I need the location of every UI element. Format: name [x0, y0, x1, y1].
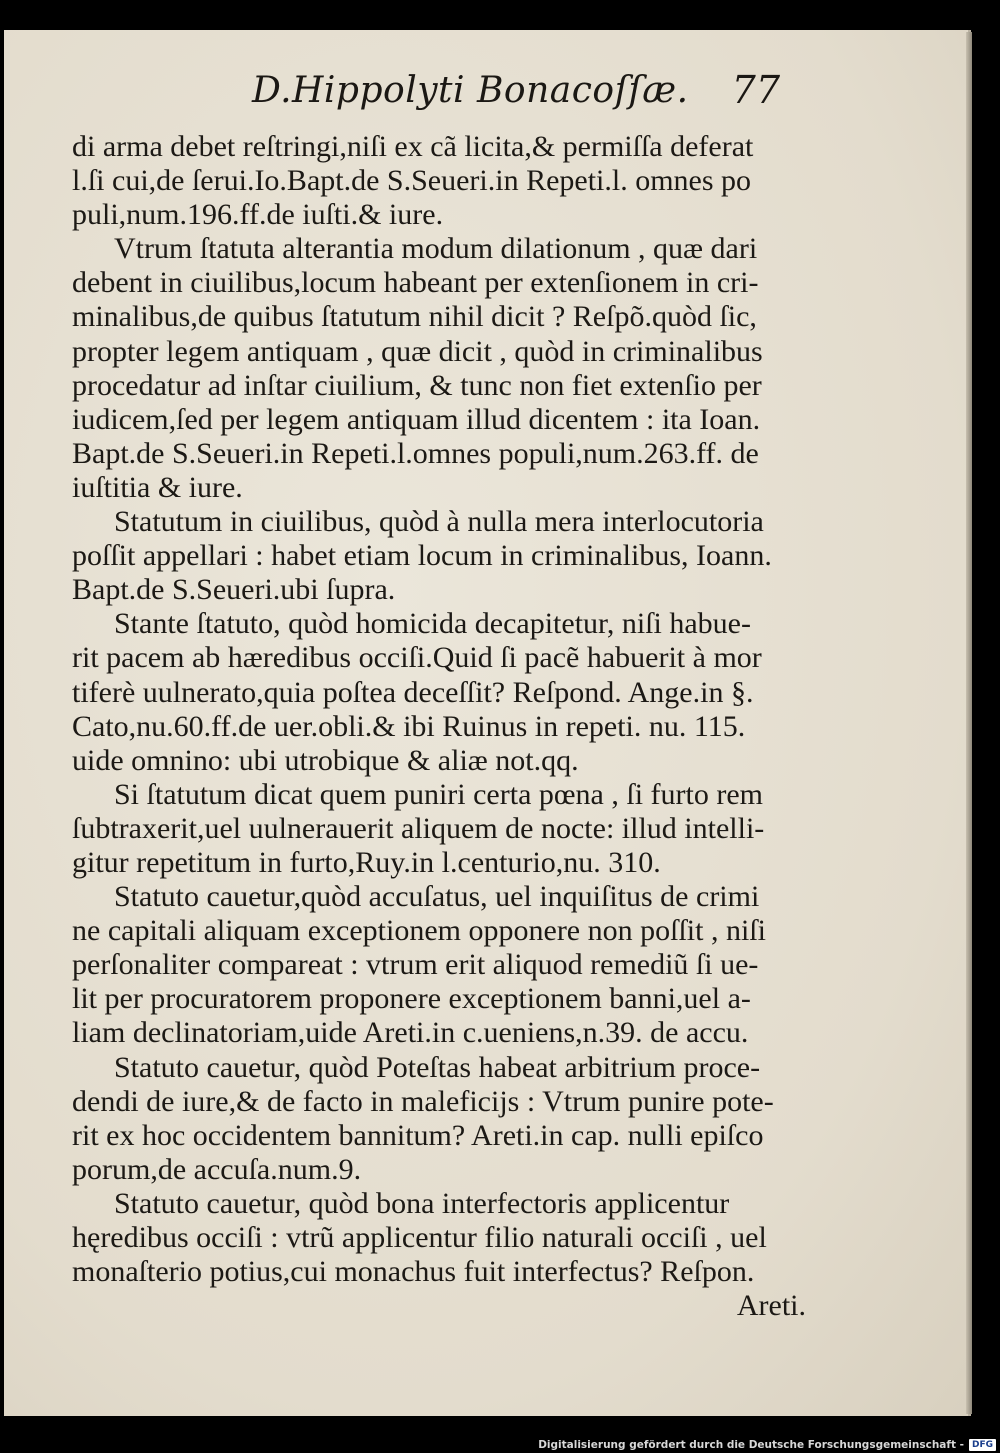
text-line: l.ſi cui,de ſerui.Io.Bapt.de S.Seueri.in Repeti.l. omnes po: [72, 164, 752, 198]
text-line: Si ſtatutum dicat quem puniri certa pœna , ſi furto rem: [114, 777, 763, 811]
text-line: Bapt.de S.Seueri.in Repeti.l.omnes populi,num.263.ff. de: [72, 436, 759, 470]
text-line: iuſtitia & iure.: [72, 470, 243, 504]
text-line: debent in ciuilibus,locum habeant per extenſionem in cri-: [72, 266, 759, 300]
text-line: Cato,nu.60.ff.de uer.obli.& ibi Ruinus in repeti. nu. 115.: [72, 709, 746, 743]
running-head: [252, 70, 792, 122]
page-number: 77: [731, 68, 780, 112]
text-line: uide omnino: ubi utrobique & aliæ not.qq.: [72, 743, 579, 777]
text-line: propter legem antiquam , quæ dicit , quòd in criminalibus: [72, 334, 763, 368]
text-line: hęredibus occiſi : vtrũ applicentur filio naturali occiſi , uel: [72, 1221, 767, 1254]
text-line: dendi de iure,& de facto in maleficijs : Vtrum punire pote-: [72, 1084, 774, 1118]
text-line: liam declinatoriam,uide Areti.in c.ueniens,n.39. de accu.: [72, 1016, 749, 1050]
text-line: rit ex hoc occidentem bannitum? Areti.in cap. nulli epiſco: [72, 1118, 764, 1152]
text-line: Statuto cauetur,quòd accuſatus, uel inquiſitus de crimi: [114, 880, 760, 914]
text-line: ne capitali aliquam exceptionem opponere non poſſit , niſi: [72, 914, 766, 948]
text-line: poſſit appellari : habet etiam locum in criminalibus, Ioann.: [72, 539, 772, 573]
text-line: Statutum in ciuilibus, quòd à nulla mera interlocutoria: [114, 505, 764, 539]
text-line: tiferè uulnerato,quia poſtea deceſſit? Reſpond. Ange.in §.: [72, 675, 754, 709]
text-line: lit per procuratorem proponere exceptionem banni,uel a-: [72, 982, 751, 1016]
body-text: [72, 130, 812, 1323]
running-title: D.Hippolyti Bonacoſſæ.: [252, 70, 689, 111]
text-line: Bapt.de S.Seueri.ubi ſupra.: [72, 573, 396, 607]
credit-text: Digitalisierung gefördert durch die Deutsche Forschungsgemeinschaft -: [538, 1438, 964, 1451]
text-line: gitur repetitum in furto,Ruy.in l.centurio,nu. 310.: [72, 845, 661, 879]
text-line: di arma debet reſtringi,niſi ex cã licita,& permiſſa deferat: [72, 130, 754, 163]
text-line: minalibus,de quibus ſtatutum nihil dicit ? Reſpõ.quòd ſic,: [72, 300, 757, 334]
text-line: puli,num.196.ff.de iuſti.& iure.: [72, 198, 444, 232]
text-line: procedatur ad inſtar ciuilium, & tunc non fiet extenſio per: [72, 368, 762, 402]
page-edge-shadow: [966, 32, 972, 1414]
text-line: Vtrum ſtatuta alterantia modum dilationum , quæ dari: [114, 232, 758, 266]
text-line: rit pacem ab hæredibus occiſi.Quid ſi pacẽ habuerit à mor: [72, 641, 762, 675]
text-line: Stante ſtatuto, quòd homicida decapitetur, niſi habue-: [114, 607, 751, 641]
digitization-credit: [538, 1436, 1000, 1453]
text-line: porum,de accuſa.num.9.: [72, 1152, 362, 1186]
text-line: Statuto cauetur, quòd Poteſtas habeat arbitrium proce-: [114, 1050, 761, 1084]
catchword: Areti.: [736, 1289, 806, 1323]
text-line: monaſterio potius,cui monachus fuit interfectus? Reſpon.: [72, 1255, 755, 1289]
dfg-logo: DFG: [969, 1439, 996, 1451]
text-line: perſonaliter compareat : vtrum erit aliquod remediũ ſi ue-: [72, 948, 759, 982]
text-line: iudicem,ſed per legem antiquam illud dicentem : ita Ioan.: [72, 402, 761, 436]
text-line: ſubtraxerit,uel uulnerauerit aliquem de nocte: illud intelli-: [72, 811, 765, 845]
text-line: Statuto cauetur, quòd bona interfectoris applicentur: [114, 1186, 730, 1220]
